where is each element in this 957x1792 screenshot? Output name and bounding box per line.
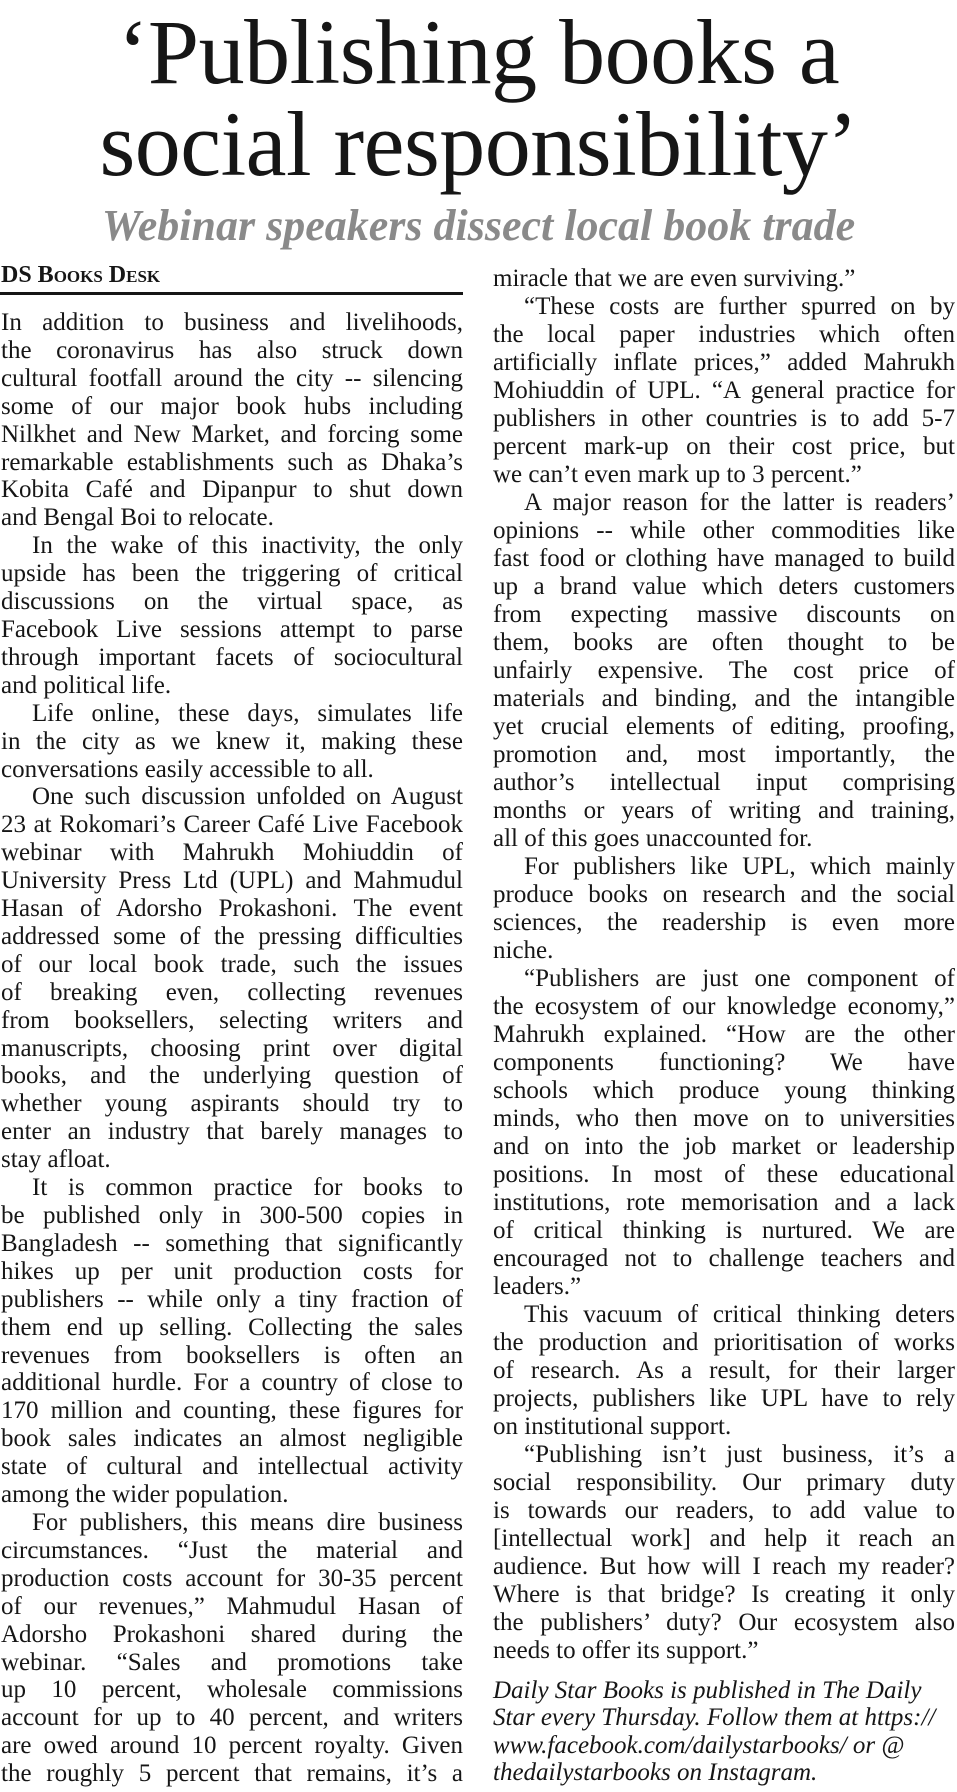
text-line: is towards our readers, to add value to bbox=[493, 1497, 955, 1524]
text-line: For publishers like UPL, which mainly bbox=[524, 853, 955, 880]
right-column bbox=[493, 265, 955, 1787]
text-line: all of this goes unaccounted for. bbox=[493, 825, 813, 852]
text-line: institutions, rote memorisation and a lack bbox=[493, 1189, 955, 1216]
text-line: produce books on research and the social bbox=[493, 881, 955, 908]
text-line: “Publishers are just one component of bbox=[524, 965, 955, 992]
text-line: remarkable establishments such as Dhaka’s bbox=[1, 448, 463, 476]
text-line: state of cultural and intellectual activity bbox=[1, 1453, 463, 1481]
text-line: minds, who then move on to universities bbox=[493, 1105, 955, 1132]
text-line: promotion and, most importantly, the bbox=[493, 741, 955, 768]
text-line: webinar. “Sales and promotions take bbox=[1, 1648, 463, 1676]
text-line: fast food or clothing have managed to build bbox=[493, 545, 955, 572]
paragraph bbox=[493, 293, 955, 489]
text-line: Nilkhet and New Market, and forcing some bbox=[1, 420, 463, 448]
text-line: Mohiuddin of UPL. “A general practice for bbox=[493, 377, 955, 404]
text-line: materials and binding, and the intangible bbox=[493, 685, 955, 712]
paragraph bbox=[1, 1509, 463, 1788]
headline-line-1: ‘Publishing books a bbox=[117, 1, 840, 103]
text-line: the production and prioritisation of works bbox=[493, 1329, 955, 1356]
text-line: be published only in 300-500 copies in bbox=[1, 1202, 463, 1229]
paragraph bbox=[1, 1174, 463, 1509]
text-line: Kobita Café and Dipanpur to shut down bbox=[1, 476, 463, 504]
text-line: of research. As a result, for their larger bbox=[493, 1357, 955, 1384]
text-line: some of our major book hubs including bbox=[1, 392, 463, 420]
footnote-line: www.facebook.com/dailystarbooks/ or @ bbox=[493, 1731, 905, 1759]
text-line: University Press Ltd (UPL) and Mahmudul bbox=[1, 867, 463, 895]
text-line: In the wake of this inactivity, the only bbox=[32, 532, 463, 560]
text-line: whether young aspirants should try to bbox=[1, 1090, 463, 1118]
paragraph bbox=[493, 1441, 955, 1665]
text-line: we can’t even mark up to 3 percent.” bbox=[493, 461, 862, 488]
text-line: additional hurdle. For a country of close to bbox=[1, 1369, 463, 1397]
text-line: books, and the underlying question of bbox=[1, 1062, 463, 1090]
paragraph bbox=[1, 700, 463, 784]
text-line: on institutional support. bbox=[493, 1413, 732, 1440]
text-line: addressed some of the pressing difficulties bbox=[1, 922, 463, 950]
byline-rule bbox=[0, 292, 463, 295]
text-line: unfairly expensive. The cost price of bbox=[493, 657, 955, 684]
text-line: the coronavirus has also struck down bbox=[1, 336, 463, 364]
byline: DS Books Desk bbox=[1, 262, 161, 288]
text-line: publishers in other countries is to add 5-7 bbox=[493, 405, 955, 432]
text-line: them end up selling. Collecting the sales bbox=[1, 1313, 463, 1341]
text-line: the ecosystem of our knowledge economy,” bbox=[493, 993, 955, 1020]
text-line: months or years of writing and training, bbox=[493, 797, 955, 824]
text-line: are owed around 10 percent royalty. Given bbox=[1, 1732, 463, 1760]
footnote-line: Star every Thursday. Follow them at https:// bbox=[493, 1704, 936, 1732]
text-line: miracle that we are even surviving.” bbox=[493, 265, 856, 292]
text-line: the roughly 5 percent that remains, it’s a bbox=[1, 1760, 463, 1788]
subheadline: Webinar speakers dissect local book trade bbox=[101, 201, 856, 250]
text-line: Where is that bridge? Is creating it only bbox=[493, 1581, 955, 1608]
text-line: audience. But how will I reach my reader? bbox=[493, 1553, 955, 1580]
text-line: production costs account for 30-35 percent bbox=[1, 1564, 463, 1592]
text-line: hikes up per unit production costs for bbox=[1, 1257, 463, 1285]
text-line: yet crucial elements of editing, proofing, bbox=[493, 713, 955, 740]
text-line: circumstances. “Just the material and bbox=[1, 1536, 463, 1564]
text-line: manuscripts, choosing print over digital bbox=[1, 1034, 463, 1062]
footnote-line: thedailystarbooks on Instagram. bbox=[493, 1759, 818, 1787]
text-line: cultural footfall around the city -- silencing bbox=[1, 364, 463, 392]
text-line: Bangladesh -- something that significantly bbox=[1, 1229, 463, 1257]
text-line: encouraged not to challenge teachers and bbox=[493, 1245, 955, 1272]
headline-line-2: social responsibility’ bbox=[99, 93, 858, 195]
text-line: positions. In most of these educational bbox=[493, 1161, 955, 1188]
text-line: up 10 percent, wholesale commissions bbox=[1, 1676, 463, 1704]
text-line: the publishers’ duty? Our ecosystem also bbox=[493, 1609, 955, 1636]
text-line: “These costs are further spurred on by bbox=[524, 293, 955, 320]
text-line: “Publishing isn’t just business, it’s a bbox=[524, 1441, 955, 1468]
text-line: and on into the job market or leadership bbox=[493, 1133, 955, 1160]
footnote bbox=[493, 1677, 955, 1787]
text-line: [intellectual work] and help it reach an bbox=[493, 1525, 955, 1552]
text-line: of breaking even, collecting revenues bbox=[1, 978, 463, 1006]
text-line: niche. bbox=[493, 937, 554, 964]
text-line: and Bengal Boi to relocate. bbox=[1, 504, 274, 532]
text-line: needs to offer its support.” bbox=[493, 1637, 759, 1664]
text-line: schools which produce young thinking bbox=[493, 1077, 955, 1104]
text-line: the local paper industries which often bbox=[493, 321, 955, 348]
paragraph bbox=[493, 1301, 955, 1441]
text-line: upside has been the triggering of critical bbox=[1, 560, 463, 588]
text-line: of our revenues,” Mahmudul Hasan of bbox=[1, 1592, 463, 1620]
text-line: In addition to business and livelihoods, bbox=[1, 309, 463, 336]
text-line: social responsibility. Our primary duty bbox=[493, 1469, 955, 1496]
text-line: in the city as we knew it, making these bbox=[1, 727, 463, 755]
paragraph bbox=[1, 309, 463, 532]
text-line: publishers -- while only a tiny fraction of bbox=[1, 1285, 463, 1313]
text-line: leaders.” bbox=[493, 1273, 582, 1300]
text-line: enter an industry that barely manages to bbox=[1, 1118, 463, 1146]
text-line: and political life. bbox=[1, 671, 172, 699]
text-line: author’s intellectual input comprising bbox=[493, 769, 955, 796]
text-line: Facebook Live sessions attempt to parse bbox=[1, 615, 463, 643]
text-line: stay afloat. bbox=[1, 1146, 111, 1174]
text-line: among the wider population. bbox=[1, 1481, 289, 1509]
text-line: opinions -- while other commodities like bbox=[493, 517, 955, 544]
paragraph bbox=[493, 265, 955, 293]
text-line: revenues from booksellers is often an bbox=[1, 1341, 463, 1369]
left-column bbox=[1, 309, 463, 1788]
footnote-line: Daily Star Books is published in The Daily bbox=[493, 1677, 922, 1704]
text-line: Adorsho Prokashoni shared during the bbox=[1, 1620, 463, 1648]
text-line: 23 at Rokomari’s Career Café Live Facebook bbox=[1, 811, 463, 839]
text-line: 170 million and counting, these figures for bbox=[1, 1397, 463, 1425]
paragraph bbox=[493, 853, 955, 965]
text-line: from booksellers, selecting writers and bbox=[1, 1006, 463, 1034]
text-line: Hasan of Adorsho Prokashoni. The event bbox=[1, 895, 463, 923]
text-line: from expecting massive discounts on bbox=[493, 601, 955, 628]
text-line: Mahrukh explained. “How are the other bbox=[493, 1021, 955, 1048]
text-line: conversations easily accessible to all. bbox=[1, 755, 374, 783]
right-column-body bbox=[493, 265, 955, 1665]
text-line: It is common practice for books to bbox=[32, 1174, 463, 1202]
paragraph bbox=[1, 783, 463, 1174]
text-line: For publishers, this means dire business bbox=[32, 1508, 463, 1536]
text-line: up a brand value which deters customers bbox=[493, 573, 955, 600]
text-line: projects, publishers like UPL have to rely bbox=[493, 1385, 955, 1412]
text-line: through important facets of sociocultural bbox=[1, 643, 463, 671]
paragraph bbox=[1, 532, 463, 699]
text-line: discussions on the virtual space, as bbox=[1, 588, 463, 616]
text-line: sciences, the readership is even more bbox=[493, 909, 955, 936]
text-line: webinar with Mahrukh Mohiuddin of bbox=[1, 839, 463, 867]
text-line: This vacuum of critical thinking deters bbox=[524, 1301, 955, 1328]
headline bbox=[0, 1, 957, 195]
text-line: Life online, these days, simulates life bbox=[32, 699, 463, 727]
paragraph bbox=[493, 965, 955, 1301]
text-line: of critical thinking is nurtured. We are bbox=[493, 1217, 955, 1244]
text-line: of our local book trade, such the issues bbox=[1, 950, 463, 978]
text-line: artificially inflate prices,” added Mahrukh bbox=[493, 349, 955, 376]
text-line: A major reason for the latter is readers’ bbox=[524, 489, 955, 516]
text-line: them, books are often thought to be bbox=[493, 629, 955, 656]
text-line: account for up to 40 percent, and writers bbox=[1, 1704, 463, 1732]
text-line: One such discussion unfolded on August bbox=[32, 783, 463, 811]
text-line: book sales indicates an almost negligible bbox=[1, 1425, 463, 1453]
text-line: percent mark-up on their cost price, but bbox=[493, 433, 955, 460]
text-line: components functioning? We have bbox=[493, 1049, 955, 1076]
paragraph bbox=[493, 489, 955, 853]
